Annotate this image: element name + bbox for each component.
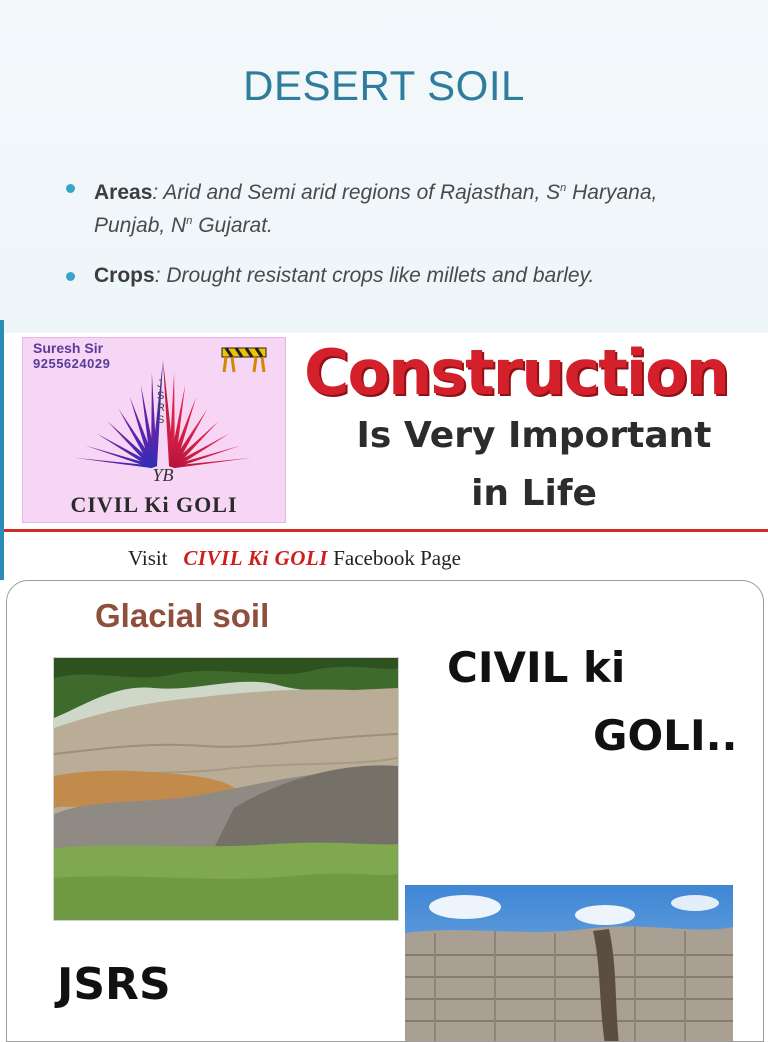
bullet-text-crops: : Drought resistant crops like millets and barley.: [154, 264, 595, 287]
footer-brand-jsrs: JSRS: [57, 959, 171, 1010]
visit-facebook-line[interactable]: [128, 546, 461, 571]
construction-headline: Construction: [304, 336, 728, 409]
visit-suffix: Facebook Page: [333, 546, 461, 570]
bullet-label-areas: Areas: [94, 181, 153, 204]
areas-sup-1: n: [560, 182, 567, 194]
glacial-soil-title: Glacial soil: [95, 597, 270, 634]
bullet-areas: [64, 174, 704, 240]
logo-vertical-text: JSRS: [157, 378, 165, 426]
brand-line-2: GOLI..: [593, 711, 738, 760]
banner-divider: [4, 529, 768, 532]
areas-text-part1: : Arid and Semi arid regions of Rajasthan, S: [152, 181, 561, 204]
civil-ki-goli-logo: [22, 337, 286, 523]
desert-soil-slide: [0, 0, 768, 335]
bullet-crops: [64, 262, 704, 290]
slide-title: DESERT SOIL: [243, 62, 525, 109]
logo-monogram: YB: [152, 465, 174, 485]
visit-brand-link[interactable]: CIVIL Ki GOLI: [183, 546, 328, 570]
civil-ki-goli-banner: [4, 333, 768, 578]
areas-text-part3: Gujarat.: [192, 214, 273, 237]
tagline-line-1: Is Very Important: [356, 415, 712, 456]
logo-brand-text: CIVIL Ki GOLI: [70, 492, 238, 517]
bullet-text-areas: [94, 181, 657, 237]
glacial-rock-wall-photo: [405, 885, 733, 1042]
areas-sup-2: n: [186, 215, 193, 227]
bullet-label-crops: Crops: [94, 264, 155, 287]
tagline-line-2: in Life: [471, 473, 597, 514]
logo-phone-number: 9255624029: [33, 356, 111, 371]
logo-owner-name: Suresh Sir: [33, 340, 104, 356]
glacial-cliff-photo: [53, 657, 399, 921]
areas-text-part2: Haryana, Punjab, N: [94, 181, 658, 237]
glacial-soil-slide: [6, 580, 764, 1042]
brand-line-1: CIVIL ki: [447, 643, 626, 692]
bullet-list: [64, 174, 704, 312]
bullet-dot-icon: [66, 184, 75, 193]
visit-prefix: Visit: [128, 546, 168, 570]
bullet-dot-icon: [66, 272, 75, 281]
